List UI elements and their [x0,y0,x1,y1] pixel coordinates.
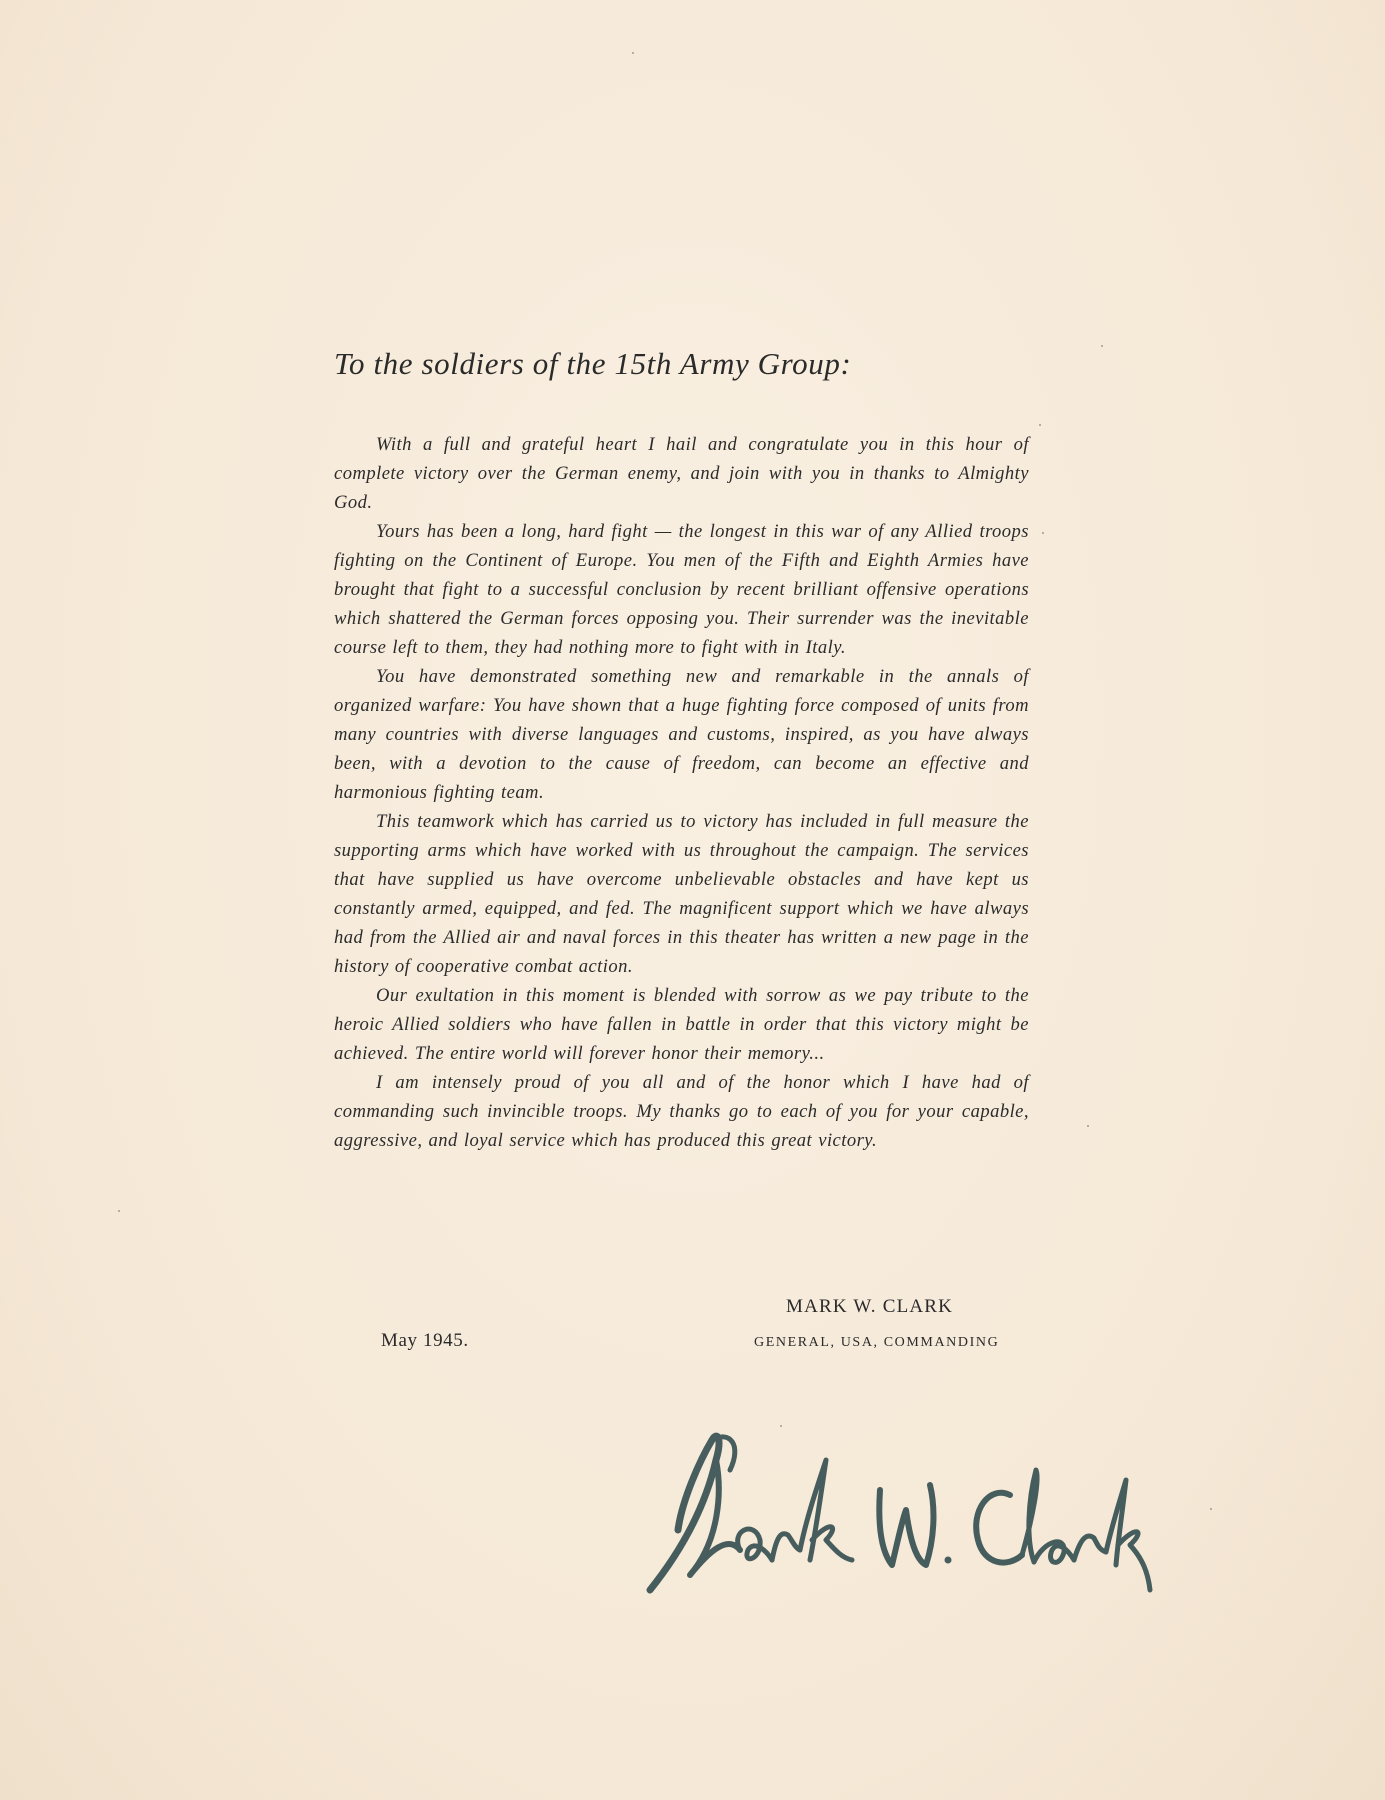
paper-speck [118,1210,120,1212]
paragraph-1: With a full and grateful heart I hail and congratulate you in this hour of complete victory over the German enemy, and join with you in thanks to Almighty God. [334,434,1029,513]
letter-date: May 1945. [381,1330,469,1351]
paper-speck [1087,1125,1089,1127]
signatory-title: GENERAL, USA, COMMANDING [754,1335,1000,1350]
letter-heading: To the soldiers of the 15th Army Group: [334,346,852,381]
signatory-name: MARK W. CLARK [786,1296,954,1317]
paper-speck [780,1425,782,1427]
paragraph-5: Our exultation in this moment is blended with sorrow as we pay tribute to the heroic Allied soldiers who have fallen in battle in order that this victory might be achieved. The entire world will forever honor their memory... [334,985,1029,1064]
paragraph-3: You have demonstrated something new and remarkable in the annals of organized warfare: You have shown that a huge fighting force composed of units from many countries with diverse languages and customs, inspired, as you have always been, with a devotion to the cause of freedom, can become an effective and harmonious fighting team. [334,666,1029,803]
paragraph-4: This teamwork which has carried us to victory has included in full measure the supporting arms which have worked with us throughout the campaign. The services that have supplied us have overcome unbelievable obstacles and have kept us constantly armed, equipped, and fed. The magnificent support which we have always had from the Allied air and naval forces in this theater has written a new page in the history of cooperative combat action. [334,811,1029,977]
paper-speck [1042,532,1044,534]
paper-speck [1039,424,1041,426]
paper-speck [1101,345,1103,347]
paragraph-2: Yours has been a long, hard fight — the longest in this war of any Allied troops fighting on the Continent of Europe. You men of the Fifth and Eighth Armies have brought that fight to a successful conclusion by recent brilliant offensive operations which shattered the German forces opposing you. Their surrender was the inevitable course left to them, they had nothing more to fight with in Italy. [334,521,1029,658]
paper-speck [632,52,634,54]
paragraph-6: I am intensely proud of you all and of the honor which I have had of commanding such invincible troops. My thanks go to each of you for your capable, aggressive, and loyal service which has produced this great victory. [334,1072,1029,1151]
paper-speck [1210,1508,1212,1510]
handwritten-signature [630,1400,1190,1640]
letter-body [334,430,1029,1155]
